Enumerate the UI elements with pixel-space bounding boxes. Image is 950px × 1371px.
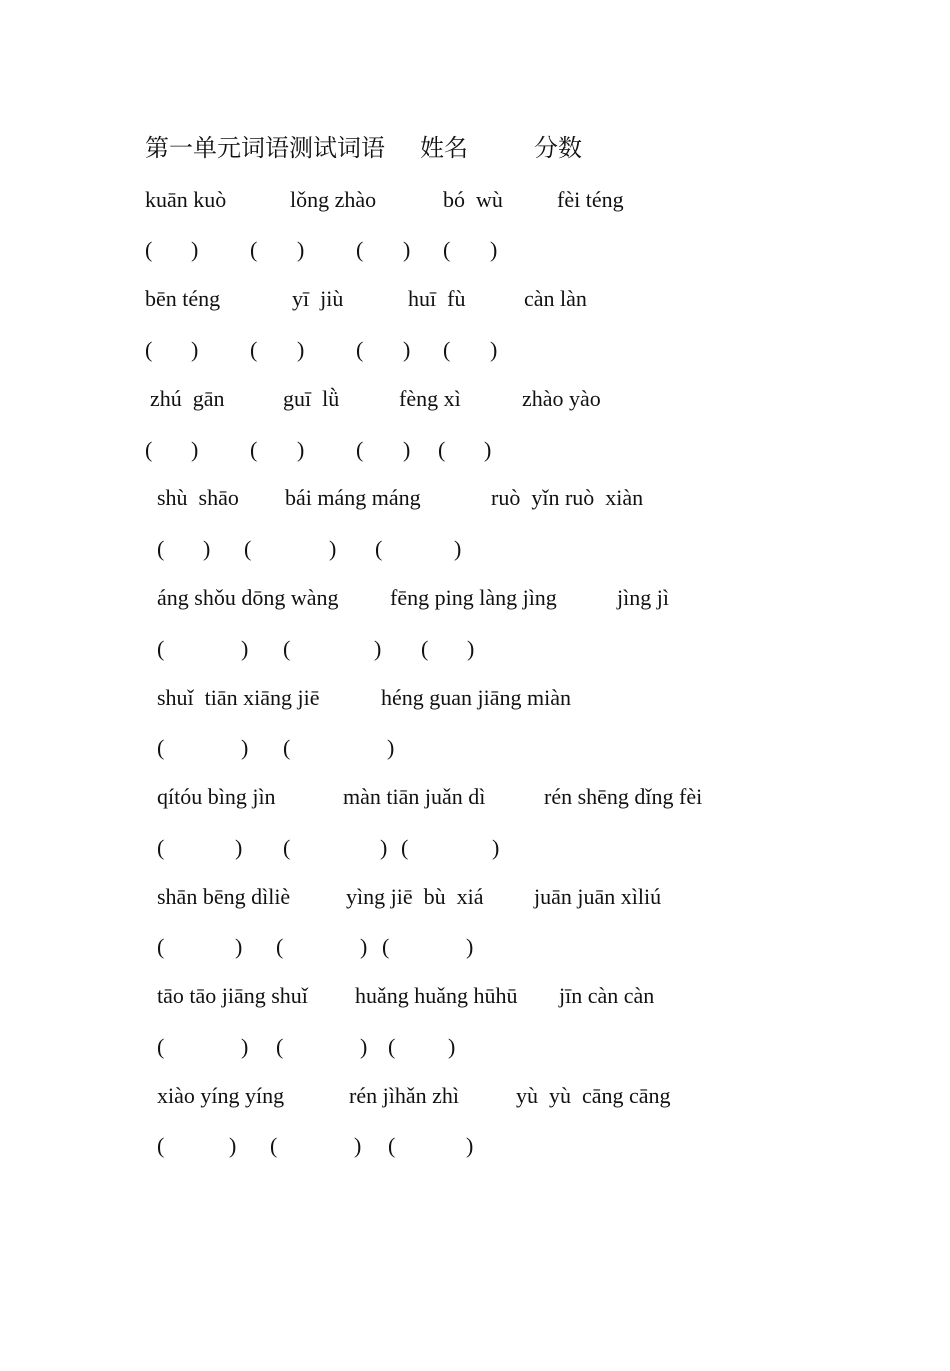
close-bracket: ) — [297, 437, 305, 462]
answer-blank-row — [0, 534, 462, 564]
pinyin-word: yù yù cāng cāng — [516, 1083, 671, 1108]
close-bracket: ) — [403, 337, 411, 362]
pinyin-word: huǎng huǎng hūhū — [355, 983, 518, 1008]
open-bracket: ( — [356, 337, 364, 362]
pinyin-word: guī lǜ — [283, 386, 340, 411]
pinyin-word: yìng jiē bù xiá — [346, 884, 484, 909]
open-bracket: ( — [157, 934, 165, 959]
pinyin-word: jīn càn càn — [559, 983, 655, 1008]
pinyin-row — [0, 782, 703, 812]
close-bracket: ) — [448, 1034, 456, 1059]
pinyin-word: lǒng zhào — [290, 187, 377, 212]
pinyin-row — [0, 284, 587, 314]
answer-blank-row — [0, 335, 498, 365]
answer-blank-row — [0, 932, 474, 962]
answer-blank-row — [0, 634, 475, 664]
pinyin-row — [0, 683, 572, 713]
close-bracket: ) — [360, 934, 368, 959]
pinyin-word: bēn téng — [145, 286, 221, 311]
pinyin-word: tāo tāo jiāng shuǐ — [157, 983, 308, 1008]
pinyin-row — [0, 384, 601, 414]
open-bracket: ( — [270, 1133, 278, 1158]
close-bracket: ) — [241, 1034, 249, 1059]
close-bracket: ) — [297, 337, 305, 362]
answer-blank-row — [0, 1131, 474, 1161]
pinyin-word: shān bēng dìliè — [157, 884, 291, 909]
open-bracket: ( — [250, 337, 258, 362]
pinyin-row — [0, 483, 644, 513]
open-bracket: ( — [276, 934, 284, 959]
pinyin-word: huī fù — [408, 286, 466, 311]
close-bracket: ) — [329, 536, 337, 561]
close-bracket: ) — [360, 1034, 368, 1059]
open-bracket: ( — [443, 237, 451, 262]
open-bracket: ( — [388, 1133, 396, 1158]
pinyin-word: rén jìhǎn zhì — [349, 1083, 459, 1108]
pinyin-word: fèng xì — [399, 386, 461, 411]
worksheet-title: 第一单元词语测试词语 — [145, 136, 385, 162]
close-bracket: ) — [484, 437, 492, 462]
pinyin-word: màn tiān juǎn dì — [343, 784, 486, 809]
open-bracket: ( — [244, 536, 252, 561]
open-bracket: ( — [421, 636, 429, 661]
close-bracket: ) — [235, 934, 243, 959]
open-bracket: ( — [145, 337, 153, 362]
open-bracket: ( — [356, 437, 364, 462]
open-bracket: ( — [157, 536, 165, 561]
open-bracket: ( — [375, 536, 383, 561]
close-bracket: ) — [297, 237, 305, 262]
pinyin-word: shuǐ tiān xiāng jiē — [157, 685, 320, 710]
open-bracket: ( — [157, 835, 165, 860]
close-bracket: ) — [454, 536, 462, 561]
close-bracket: ) — [191, 437, 199, 462]
worksheet-title-line — [0, 134, 582, 164]
pinyin-word: shù shāo — [157, 485, 239, 510]
pinyin-word: juān juān xìliú — [534, 884, 662, 909]
close-bracket: ) — [387, 735, 395, 760]
pinyin-word: ruò yǐn ruò xiàn — [491, 485, 644, 510]
pinyin-word: qítóu bìng jìn — [157, 784, 276, 809]
close-bracket: ) — [492, 835, 500, 860]
open-bracket: ( — [283, 735, 291, 760]
close-bracket: ) — [403, 437, 411, 462]
pinyin-row — [0, 185, 624, 215]
close-bracket: ) — [191, 337, 199, 362]
pinyin-word: zhào yào — [522, 386, 601, 411]
open-bracket: ( — [276, 1034, 284, 1059]
close-bracket: ) — [191, 237, 199, 262]
answer-blank-row — [0, 833, 500, 863]
pinyin-word: héng guan jiāng miàn — [381, 685, 572, 710]
open-bracket: ( — [438, 437, 446, 462]
pinyin-word: fèi téng — [557, 187, 624, 212]
name-label: 姓名 — [420, 136, 468, 162]
pinyin-word: fēng ping làng jìng — [390, 585, 557, 610]
open-bracket: ( — [388, 1034, 396, 1059]
close-bracket: ) — [374, 636, 382, 661]
close-bracket: ) — [490, 237, 498, 262]
open-bracket: ( — [382, 934, 390, 959]
open-bracket: ( — [356, 237, 364, 262]
close-bracket: ) — [229, 1133, 237, 1158]
close-bracket: ) — [203, 536, 211, 561]
pinyin-word: áng shǒu dōng wàng — [157, 585, 339, 610]
open-bracket: ( — [157, 735, 165, 760]
close-bracket: ) — [403, 237, 411, 262]
score-label: 分数 — [534, 136, 582, 162]
close-bracket: ) — [467, 636, 475, 661]
open-bracket: ( — [443, 337, 451, 362]
open-bracket: ( — [283, 835, 291, 860]
pinyin-row — [0, 981, 655, 1011]
pinyin-row — [0, 882, 662, 912]
pinyin-row — [0, 1081, 671, 1111]
open-bracket: ( — [283, 636, 291, 661]
pinyin-word: jìng jì — [617, 585, 669, 610]
close-bracket: ) — [241, 735, 249, 760]
close-bracket: ) — [466, 934, 474, 959]
close-bracket: ) — [241, 636, 249, 661]
pinyin-word: zhú gān — [150, 386, 225, 411]
open-bracket: ( — [145, 237, 153, 262]
answer-blank-row — [0, 435, 492, 465]
open-bracket: ( — [157, 1133, 165, 1158]
close-bracket: ) — [466, 1133, 474, 1158]
open-bracket: ( — [250, 437, 258, 462]
pinyin-word: bó wù — [443, 187, 503, 212]
open-bracket: ( — [145, 437, 153, 462]
open-bracket: ( — [157, 636, 165, 661]
pinyin-word: kuān kuò — [145, 187, 227, 212]
open-bracket: ( — [157, 1034, 165, 1059]
pinyin-word: yī jiù — [292, 286, 344, 311]
pinyin-word: càn làn — [524, 286, 587, 311]
pinyin-word: xiào yíng yíng — [157, 1083, 285, 1108]
pinyin-row — [0, 583, 669, 613]
close-bracket: ) — [490, 337, 498, 362]
pinyin-word: rén shēng dǐng fèi — [544, 784, 703, 809]
close-bracket: ) — [354, 1133, 362, 1158]
close-bracket: ) — [380, 835, 388, 860]
open-bracket: ( — [401, 835, 409, 860]
open-bracket: ( — [250, 237, 258, 262]
close-bracket: ) — [235, 835, 243, 860]
answer-blank-row — [0, 235, 498, 265]
pinyin-word: bái máng máng — [285, 485, 421, 510]
answer-blank-row — [0, 1032, 456, 1062]
answer-blank-row — [0, 733, 395, 763]
